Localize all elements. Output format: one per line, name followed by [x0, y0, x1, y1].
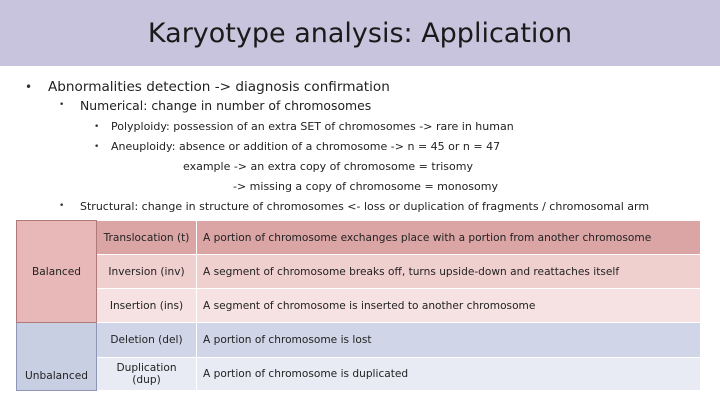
- row-description: A segment of chromosome breaks off, turns upside-down and reattaches itself: [197, 255, 701, 289]
- bullet-aneuploidy: Aneuploidy: absence or addition of a chromosome -> n = 45 or n = 47: [111, 140, 501, 153]
- page-title: Karyotype analysis: Application: [147, 17, 573, 49]
- row-description: A portion of chromosome is lost: [197, 323, 701, 358]
- group-unbalanced: Unbalanced: [17, 323, 97, 391]
- table-row: [17, 289, 701, 323]
- group-balanced: Balanced: [17, 221, 97, 323]
- row-type: Translocation (t): [97, 221, 197, 255]
- structural-abnormalities-table: [16, 220, 701, 391]
- table-row: [17, 323, 701, 358]
- table-row: [17, 255, 701, 289]
- bullet-dot: •: [25, 80, 33, 94]
- example-monosomy: -> missing a copy of chromosome = monosomy: [233, 180, 498, 193]
- bullet-dot: •: [59, 100, 65, 110]
- row-description: A portion of chromosome exchanges place with a portion from another chromosome: [197, 221, 701, 255]
- row-description: A segment of chromosome is inserted to another chromosome: [197, 289, 701, 323]
- row-type: Deletion (del): [97, 323, 197, 358]
- title-bar: [0, 0, 720, 66]
- bullet-main: Abnormalities detection -> diagnosis confirmation: [48, 79, 390, 95]
- bullet-structural: Structural: change in structure of chromosomes <- loss or duplication of fragments / chromosomal arm: [80, 200, 650, 213]
- bullet-dot: •: [94, 142, 100, 152]
- bullet-polyploidy: Polyploidy: possession of an extra SET of chromosomes -> rare in human: [111, 120, 514, 133]
- table-row: [17, 221, 701, 255]
- bullet-dot: •: [59, 201, 65, 211]
- table-row: [17, 358, 701, 391]
- row-type: Duplication (dup): [97, 358, 197, 391]
- example-trisomy: example -> an extra copy of chromosome = trisomy: [183, 160, 473, 173]
- row-description: A portion of chromosome is duplicated: [197, 358, 701, 391]
- bullet-dot: •: [94, 122, 100, 132]
- row-type: Inversion (inv): [97, 255, 197, 289]
- row-type: Insertion (ins): [97, 289, 197, 323]
- bullet-numerical: Numerical: change in number of chromosomes: [80, 98, 372, 113]
